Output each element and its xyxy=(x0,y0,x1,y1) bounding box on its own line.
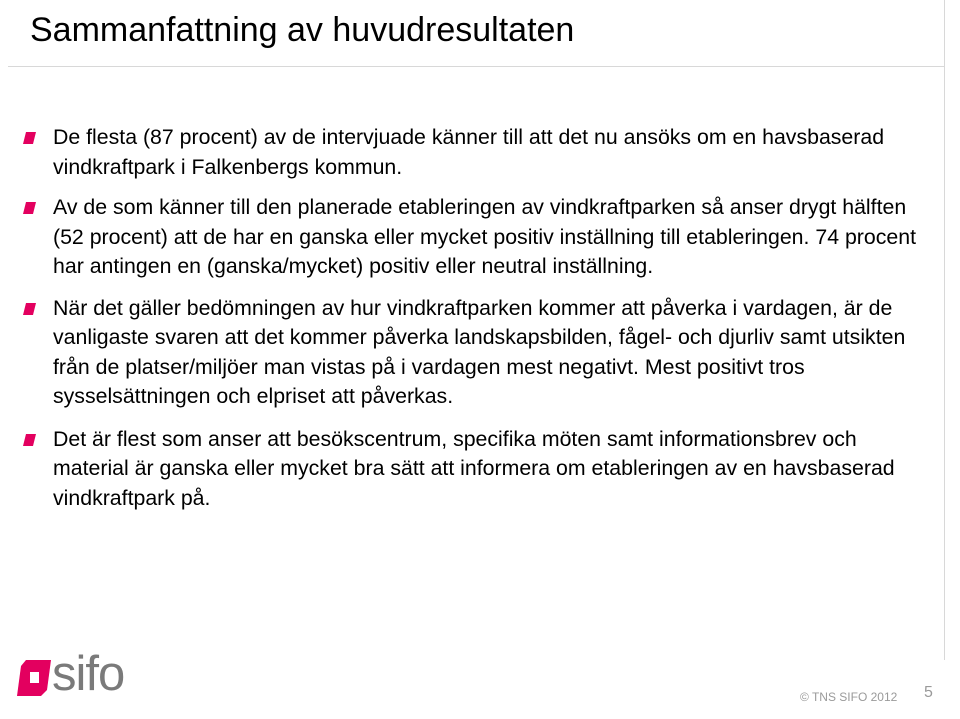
bullet-icon xyxy=(23,202,36,214)
page-title: Sammanfattning av huvudresultaten xyxy=(30,11,575,49)
bullet-icon xyxy=(23,303,36,315)
bullet-text: De flesta (87 procent) av de intervjuade känner till att det nu ansöks om en havsbaserad vindkraftpark i Falkenbergs kommun. xyxy=(53,125,885,179)
sifo-logo-icon xyxy=(17,660,51,696)
bullet-item xyxy=(22,294,932,412)
copyright-notice: © TNS SIFO 2012 xyxy=(800,690,898,704)
bullet-text: När det gäller bedömningen av hur vindkraftparken kommer att påverka i vardagen, är de vanligaste svaren att det kommer påverka landskapsbilden, fågel- och djurliv samt utsikten från de platser/miljöer man vistas på i vardagen mest negativt. Mest positivt tros sysselsättningen och elpriset att påverkas. xyxy=(53,295,906,408)
bullet-text: Det är flest som anser att besökscentrum, specifika möten samt informationsbrev och material är ganska eller mycket bra sätt att informera om etableringen av en havsbaserad vindkraftpark på. xyxy=(53,426,895,510)
bullet-icon xyxy=(23,434,36,446)
page-number: 5 xyxy=(924,684,933,701)
title-band xyxy=(8,0,944,67)
logo-text: sifo xyxy=(52,647,125,701)
bullet-icon xyxy=(23,132,36,144)
bullet-item xyxy=(22,425,932,514)
bullet-item xyxy=(22,193,932,282)
bullet-text: Av de som känner till den planerade etableringen av vindkraftparken så anser drygt hälften (52 procent) att de har en ganska eller mycket positiv inställning till etableringen. 74 procent har antingen en (ganska/mycket) positiv eller neutral inställning. xyxy=(53,195,917,278)
bullet-item xyxy=(22,123,932,182)
right-divider xyxy=(944,0,945,660)
bullet-list xyxy=(22,123,932,524)
